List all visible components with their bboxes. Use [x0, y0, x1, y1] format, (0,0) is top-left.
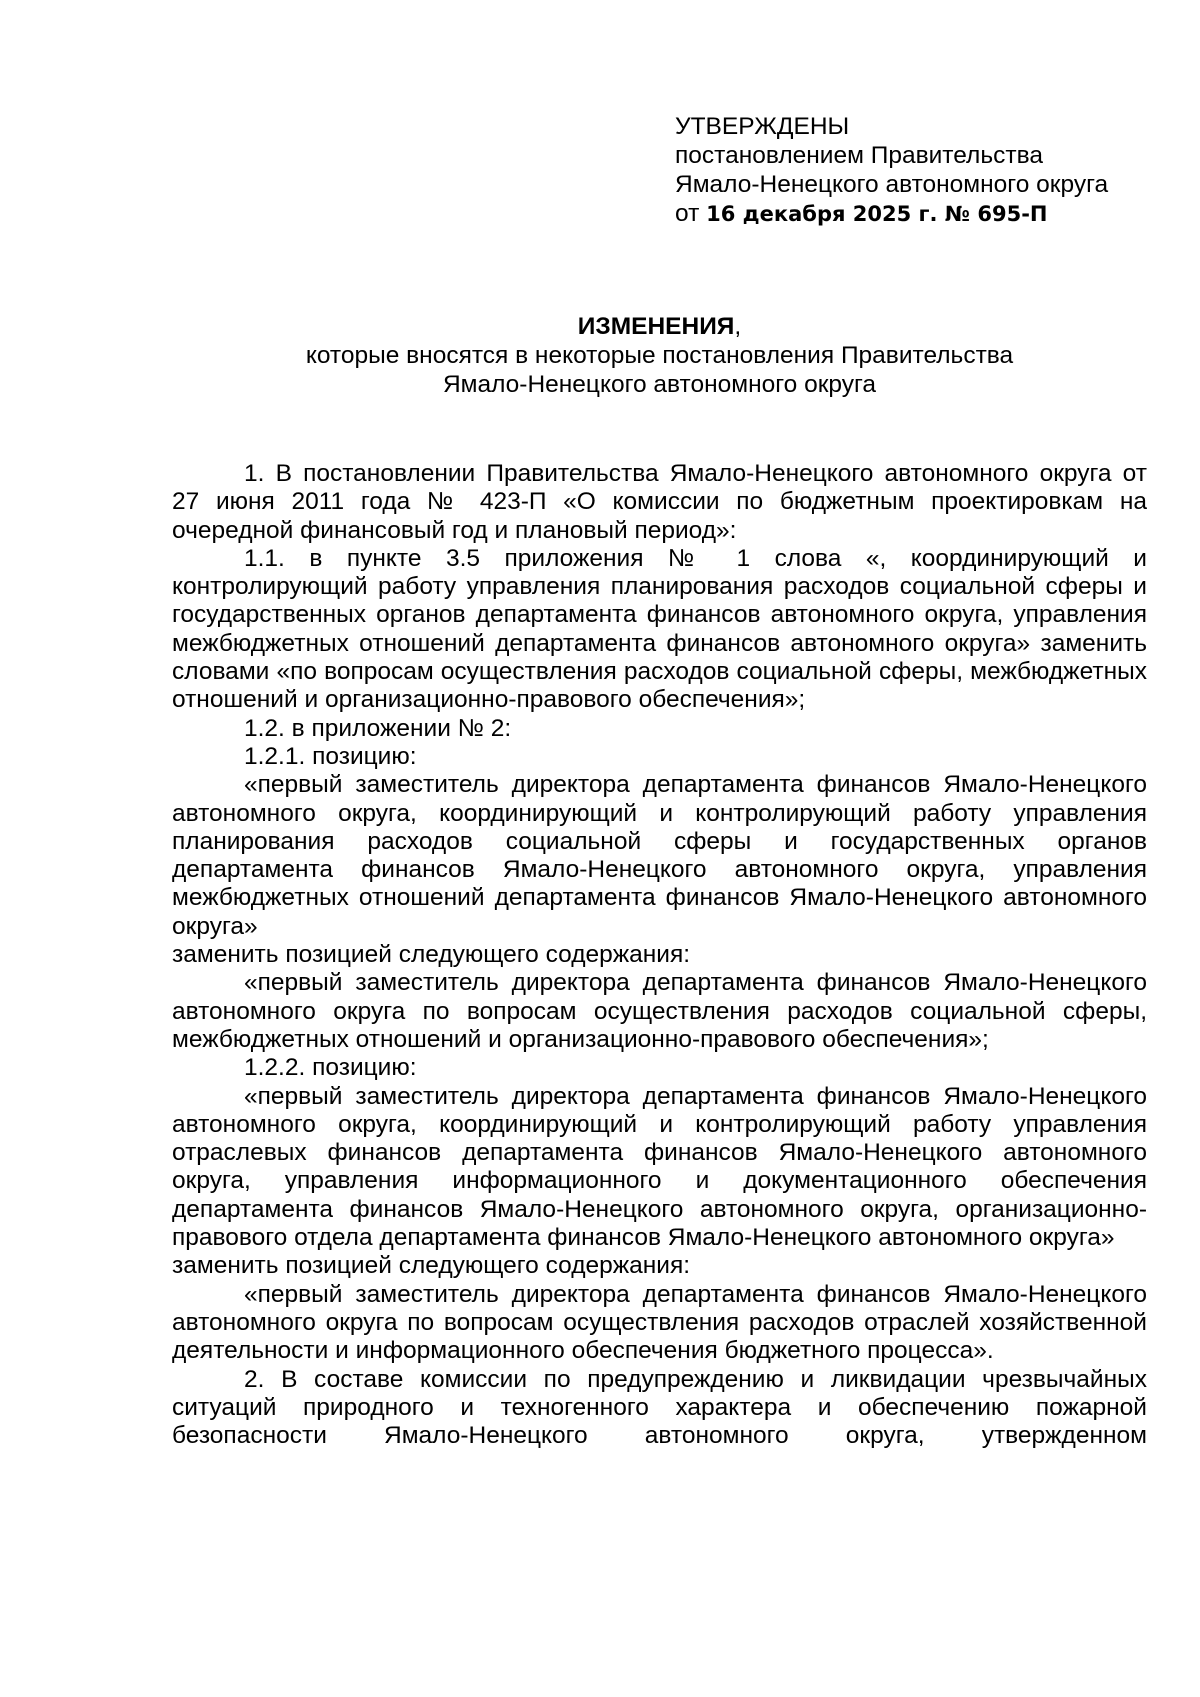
- paragraph-1-2-2: 1.2.2. позицию:: [244, 1054, 417, 1082]
- document-title: [172, 312, 1147, 341]
- document-title-suffix: ,: [734, 313, 742, 340]
- quoted-position-old-1: «первый заместитель директора департамента финансов Ямало-Ненецкого автономного округа, координирующий и контролирующий работу управления планирования расходов социальной сферы и государственных органов департамента финансов Ямало-Ненецкого автономного округа, управления межбюджетных отношений департамента финансов Ямало-Ненецкого автономного округа»: [172, 771, 1147, 940]
- paragraph-1-2-1: 1.2.1. позицию:: [244, 742, 417, 770]
- paragraph-1: 1. В постановлении Правительства Ямало-Ненецкого автономного округа от 27 июня 2011 года № 423-П «О комиссии по бюджетным проектировкам на очередной финансовый год и плановый период»:: [172, 460, 1147, 544]
- approval-heading: УТВЕРЖДЕНЫ: [675, 113, 850, 140]
- quoted-position-new-2: «первый заместитель директора департамента финансов Ямало-Ненецкого автономного округа по вопросам осуществления расходов отраслей хозяйственной деятельности и информационного обеспечения бюджетного процесса».: [172, 1280, 1147, 1365]
- approval-block: [675, 112, 1155, 229]
- replace-instruction-2: заменить позицией следующего содержания:: [172, 1252, 691, 1280]
- approval-line-1: постановлением Правительства: [675, 142, 1043, 169]
- approval-line-2: Ямало-Ненецкого автономного округа: [675, 171, 1109, 198]
- quoted-position-new-1: «первый заместитель директора департамента финансов Ямало-Ненецкого автономного округа по вопросам осуществления расходов социальной сферы, межбюджетных отношений и организационно-правового обеспечения»;: [172, 969, 1147, 1053]
- document-title-main: ИЗМЕНЕНИЯ: [577, 313, 735, 340]
- quoted-position-old-2: «первый заместитель директора департамента финансов Ямало-Ненецкого автономного округа, координирующий и контролирующий работу управления отраслевых финансов департамента финансов Ямало-Ненецкого автономного округа, управления информационного и документационного обеспечения департамента финансов Ямало-Ненецкого автономного округа, организационно-правового отдела департамента финансов Ямало-Ненецкого автономного округа»: [172, 1082, 1147, 1252]
- document-subtitle-line-1: которые вносятся в некоторые постановления Правительства: [305, 342, 1014, 369]
- approval-date-prefix: от: [675, 200, 707, 227]
- replace-instruction-1: заменить позицией следующего содержания:: [172, 941, 691, 969]
- paragraph-1-2: 1.2. в приложении № 2:: [244, 714, 512, 742]
- approval-date-line: [675, 199, 1155, 229]
- document-title-block: [172, 312, 1147, 399]
- paragraph-2: 2. В составе комиссии по предупреждению и ликвидации чрезвычайных ситуаций природного и техногенного характера и обеспечению пожарной безопасности Ямало-Ненецкого автономного округа, утвержденном: [172, 1365, 1147, 1450]
- document-subtitle-line-2: Ямало-Ненецкого автономного округа: [442, 371, 877, 398]
- approval-date-value: 16 декабря 2025 г. № 695-П: [706, 202, 1048, 226]
- paragraph-1-1: 1.1. в пункте 3.5 приложения № 1 слова «, координирующий и контролирующий работу управления планирования расходов социальной сферы и государственных органов департамента финансов автономного округа, управления межбюджетных отношений департамента финансов автономного округа» заменить словами «по вопросам осуществления расходов социальной сферы, межбюджетных отношений и организационно-правового обеспечения»;: [172, 544, 1147, 714]
- document-body: [172, 460, 1147, 1450]
